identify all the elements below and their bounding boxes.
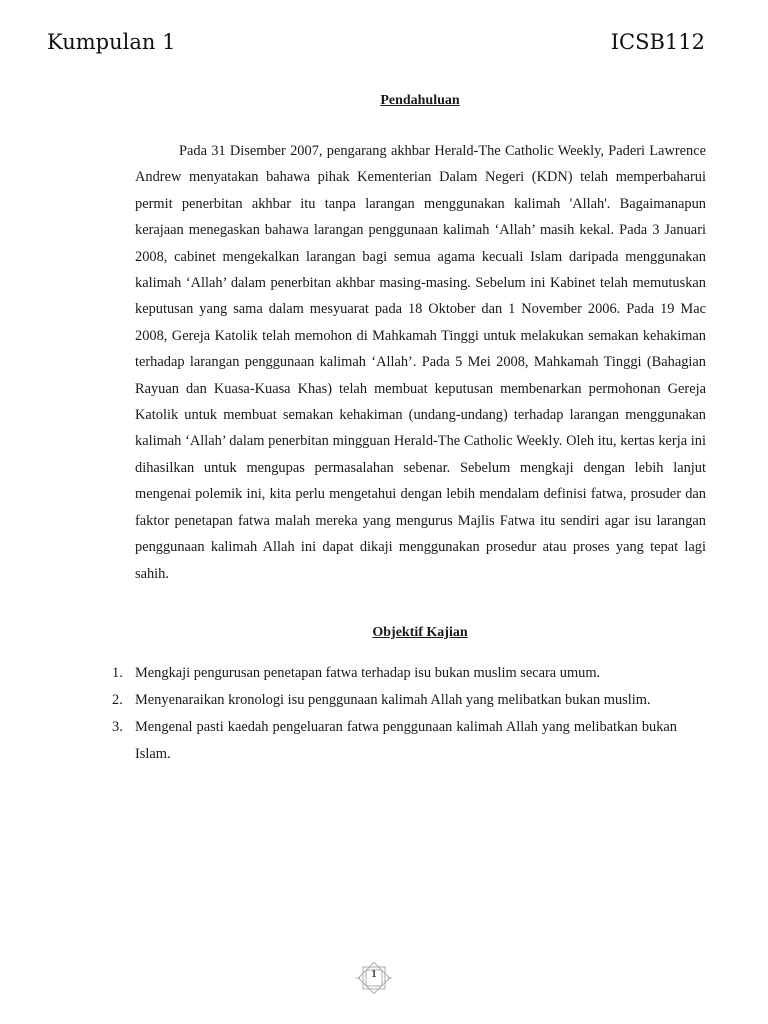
list-item	[112, 714, 677, 768]
list-item	[112, 660, 677, 687]
list-item-text: Menyenaraikan kronologi isu penggunaan kalimah Allah yang melibatkan bukan muslim.	[135, 692, 651, 708]
list-item-text: Mengkaji pengurusan penetapan fatwa terhadap isu bukan muslim secara umum.	[135, 665, 601, 681]
header-course-code: ICSB112	[610, 30, 705, 54]
list-item-text: Mengenal pasti kaedah pengeluaran fatwa penggunaan kalimah Allah yang melibatkan bukan Islam.	[135, 719, 677, 762]
list-item-number: 3.	[112, 719, 123, 735]
section-title-objectives: Objektif Kajian	[372, 625, 468, 640]
list-item-number: 1.	[112, 665, 123, 681]
section-title-intro: Pendahuluan	[380, 93, 460, 108]
header-group-name: Kumpulan 1	[47, 30, 176, 54]
list-item	[112, 687, 677, 714]
intro-paragraph: Pada 31 Disember 2007, pengarang akhbar Herald-The Catholic Weekly, Paderi Lawrence Andrew menyatakan bahawa pihak Kementerian Dalam Negeri (KDN) telah memperbaharui permit penerbitan akhbar itu tanpa larangan menggunakan kalimah 'Allah'. Bagaimanapun kerajaan menegaskan bahawa larangan penggunaan kalimah ‘Allah’ masih kekal. Pada 3 Januari 2008, cabinet mengekalkan larangan bagi semua agama kecuali Islam daripada menggunakan kalimah ‘Allah’ dalam penerbitan akhbar masing-masing. Sebelum ini Kabinet telah memutuskan keputusan yang sama dalam mesyuarat pada 18 Oktober dan 1 November 2006. Pada 19 Mac 2008, Gereja Katolik telah memohon di Mahkamah Tinggi untuk melakukan semakan kehakiman terhadap larangan penggunaan kalimah ‘Allah’. Pada 5 Mei 2008, Mahkamah Tinggi (Bahagian Rayuan dan Kuasa-Kuasa Khas) telah membuat keputusan membenarkan permohonan Gereja Katolik untuk membuat semakan kehakiman (undang-undang) terhadap larangan menggunakan kalimah ‘Allah’ dalam penerbitan mingguan Herald-The Catholic Weekly. Oleh itu, kertas kerja ini dihasilkan untuk mengupas permasalahan sebenar. Sebelum mengkaji dengan lebih lanjut mengenai polemik ini, kita perlu mengetahui dengan lebih mendalam definisi fatwa, prosuder dan faktor penetapan fatwa malah mereka yang mengurus Majlis Fatwa itu sendiri agar isu larangan penggunaan kalimah Allah ini dapat dikaji menggunakan prosedur atau proses yang tepat lagi sahih.	[135, 143, 706, 582]
list-item-number: 2.	[112, 692, 123, 708]
page-number: 1	[371, 969, 377, 980]
objectives-list	[112, 660, 677, 768]
